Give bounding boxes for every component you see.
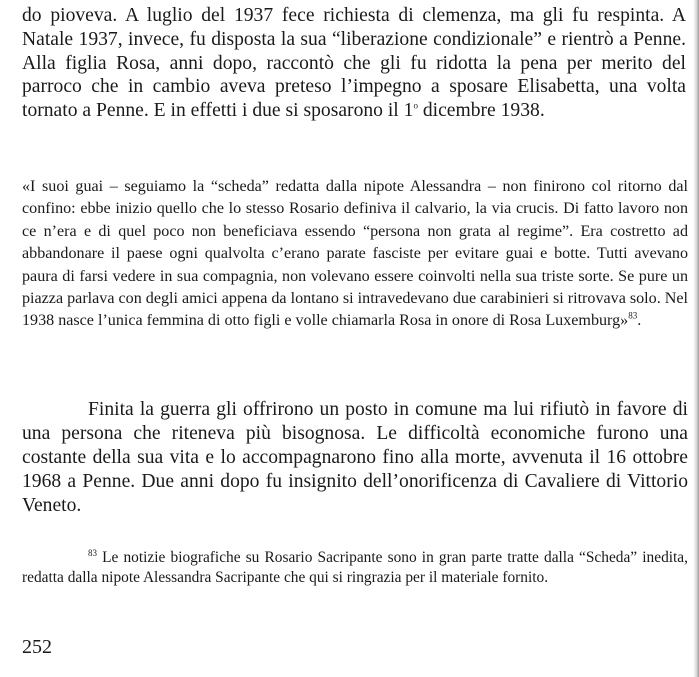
footnote xyxy=(22,548,688,588)
quote-text: «I suoi guai – seguiamo la “scheda” redatta dalla nipote Alessandra – non finirono col ritorno dal confino: ebbe inizio quello che lo stesso Rosario definiva il calvario, la via crucis. Di fatto lavoro non ce n’era e di quel poco non beneficiava essendo “persona non grata al regime”. Era costretto ad abbandonare il paese ogni qualvolta c’erano parate fasciste per evitare guai e botte. Tutti avevano paura di farsi vedere in sua compagnia, non volevano essere coinvolti nella sua triste sorte. Se pure un piazza parlava con degli amici appena da lontano si intravedevano due carabinieri si ritrovava solo. Nel 1938 nasce l’unica femmina di otto figli e volle chiamarla Rosa in onore di Rosa Luxemburg» xyxy=(22,178,688,330)
footnote-reference: 83 xyxy=(628,311,638,322)
body-paragraph-1 xyxy=(22,4,686,123)
quote-end: . xyxy=(637,312,642,330)
page-number: 252 xyxy=(22,636,52,658)
ordinal-superscript: o xyxy=(413,100,418,111)
footnote-text: Le notizie biografiche su Rosario Sacripante sono in gran parte tratte dalla “Scheda” inedita, redatta dalla nipote Alessandra Sacripante che qui si ringrazia per il materiale fornito. xyxy=(22,549,688,586)
block-quote xyxy=(22,176,688,333)
scan-edge-shadow xyxy=(693,0,699,677)
paragraph-1-end: dicembre 1938. xyxy=(417,100,545,122)
paragraph-1-text: do pioveva. A luglio del 1937 fece richiesta di clemenza, ma gli fu respinta. A Natale 1937, invece, fu disposta la sua “liberazione condizionale” e rientrò a Penne. Alla figlia Rosa, anni dopo, raccontò che gli fu ridotta la pena per merito del parroco che in cambio aveva preteso l’impegno a sposare Elisabetta, una volta tornato a Penne. E in effetti i due si sposarono il 1 xyxy=(22,5,686,122)
footnote-number: 83 xyxy=(88,547,97,558)
body-paragraph-2: Finita la guerra gli offrirono un posto in comune ma lui rifiutò in favore di una persona che riteneva più bisognosa. Le difficoltà economiche furono una costante della sua vita e lo accompagnarono fino alla morte, avvenuta il 16 ottobre 1968 a Penne. Due anni dopo fu insignito dell’onorificenza di Cavaliere di Vittorio Veneto. xyxy=(22,399,688,516)
